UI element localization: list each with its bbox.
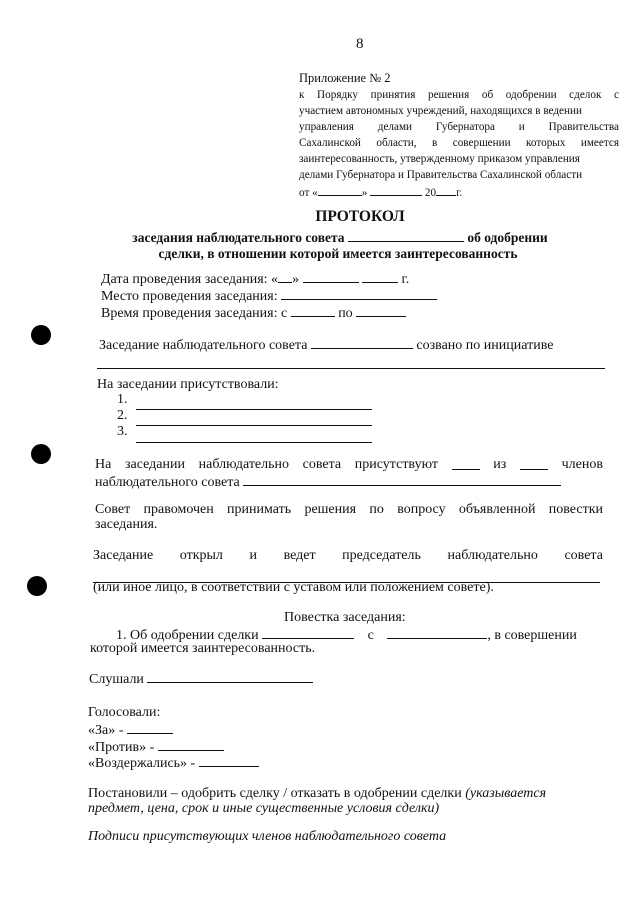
voting-label: Голосовали:: [88, 705, 161, 720]
council-name-field[interactable]: [348, 229, 464, 242]
punch-hole-icon: [27, 576, 47, 596]
vote-abstained-row: «Воздержались» -: [88, 754, 259, 772]
attendance-number: 2.: [117, 408, 128, 423]
total-count-field[interactable]: [520, 457, 548, 470]
vote-for-field[interactable]: [127, 721, 173, 734]
meeting-date-row: Дата проведения заседания: « » г.: [101, 272, 410, 287]
agenda-title: Повестка заседания:: [284, 610, 406, 625]
protocol-subtitle-line2: сделки, в отношении которой имеется заинтересованность: [158, 246, 518, 261]
convened-initiator-field[interactable]: [97, 368, 605, 369]
appendix-line: участием автономных учреждений, находящихся в ведении: [299, 105, 582, 117]
appendix-date-month-field[interactable]: [370, 183, 422, 196]
appendix-block: [299, 70, 619, 201]
heard-row: Слушали: [89, 670, 313, 688]
attendance-label: На заседании присутствовали:: [97, 377, 279, 392]
vote-abstained-field[interactable]: [199, 754, 259, 767]
meeting-month-field[interactable]: [303, 270, 359, 283]
convened-row: Заседание наблюдательного совета созвано по инициативе: [99, 338, 554, 353]
vote-against-field[interactable]: [158, 738, 224, 751]
protocol-subtitle-line1: заседания наблюдательного совета об одобрении: [132, 230, 548, 245]
deal-name-field[interactable]: [262, 626, 354, 639]
agenda-item-row: 1. Об одобрении сделки с , в совершении: [116, 628, 577, 643]
vote-for-row: «За» -: [88, 721, 173, 739]
meeting-time-row: Время проведения заседания: с по: [101, 304, 406, 322]
appendix-line: к Порядку принятия решения об одобрении сделок с: [299, 89, 619, 101]
quorum-row: На заседании наблюдательно совета присутствуют из членов: [95, 457, 603, 472]
meeting-time-to-field[interactable]: [356, 304, 406, 317]
meeting-day-field[interactable]: [278, 270, 292, 283]
attendee-field[interactable]: [136, 425, 372, 426]
appendix-line: заинтересованность, утвержденному приказом управления: [299, 153, 580, 165]
punch-hole-icon: [31, 325, 51, 345]
appendix-date: от « » 20 г.: [299, 183, 619, 201]
meeting-place-row: Место проведения заседания:: [101, 287, 437, 305]
punch-hole-icon: [31, 444, 51, 464]
present-count-field[interactable]: [452, 457, 480, 470]
appendix-date-year-field[interactable]: [436, 183, 456, 196]
competence-line2: заседания.: [95, 517, 158, 532]
page-number: 8: [356, 36, 364, 52]
attendee-field[interactable]: [136, 442, 372, 443]
appendix-date-day-field[interactable]: [318, 183, 362, 196]
convened-date-field[interactable]: [311, 336, 413, 349]
opened-line2: (или иное лицо, в соответствии с уставом или положением совете).: [93, 580, 494, 595]
appendix-line: Сахалинской области, в совершении которых имеется: [299, 137, 619, 149]
vote-against-row: «Против» -: [88, 738, 224, 756]
deal-party-field[interactable]: [387, 626, 487, 639]
opened-row: Заседание открыл и ведет председатель наблюдательно совета: [93, 548, 603, 563]
meeting-place-field[interactable]: [281, 287, 437, 300]
attendee-field[interactable]: [136, 409, 372, 410]
attendance-number: 3.: [117, 424, 128, 439]
protocol-title: ПРОТОКОЛ: [315, 208, 405, 225]
agenda-item-line2: которой имеется заинтересованность.: [90, 641, 316, 656]
heard-field[interactable]: [147, 670, 313, 683]
quorum-line2: наблюдательного совета: [95, 473, 561, 491]
attendance-number: 1.: [117, 392, 128, 407]
quorum-note-field[interactable]: [243, 473, 561, 486]
appendix-line: управления делами Губернатора и Правительства: [299, 121, 619, 133]
competence-row: Совет правомочен принимать решения по вопросу объявленной повестки: [95, 502, 603, 517]
resolution-line2: предмет, цена, срок и иные существенные условия сделки): [88, 801, 440, 816]
meeting-year-field[interactable]: [362, 270, 398, 283]
signatures-line: Подписи присутствующих членов наблюдательного совета: [88, 829, 447, 844]
appendix-line: делами Губернатора и Правительства Сахалинской области: [299, 169, 583, 181]
appendix-title: Приложение № 2: [299, 71, 391, 85]
resolution-line1: Постановили – одобрить сделку / отказать в одобрении сделки (указывается: [88, 786, 547, 801]
meeting-time-from-field[interactable]: [291, 304, 335, 317]
